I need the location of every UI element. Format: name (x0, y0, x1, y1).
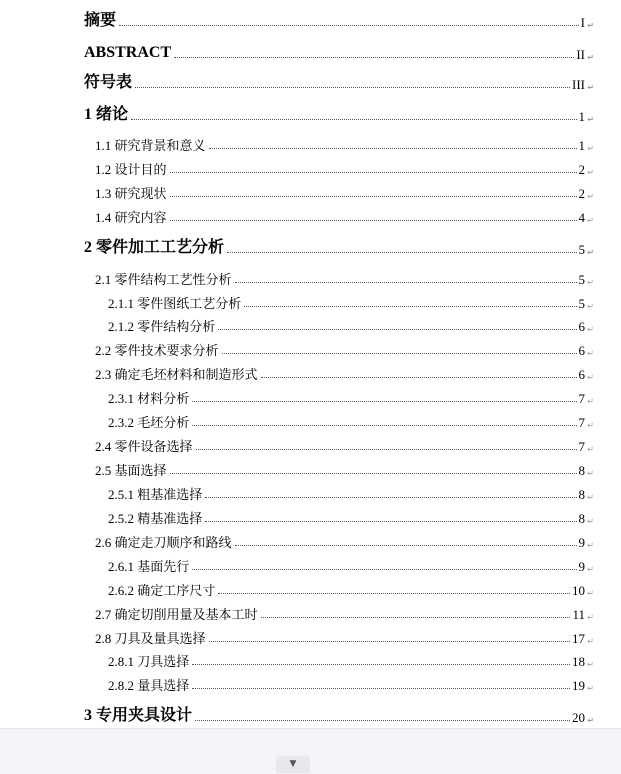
paragraph-mark-icon: ↵ (587, 589, 594, 598)
paragraph-mark-icon: ↵ (587, 278, 594, 287)
toc-page-number: 7 (578, 391, 585, 406)
toc-entry[interactable] (84, 239, 594, 257)
toc-page-number: 19 (572, 678, 585, 693)
paragraph-mark-icon: ↵ (587, 216, 594, 225)
paragraph-mark-icon: ↵ (587, 469, 594, 478)
toc-page-number: II (576, 47, 585, 62)
paragraph-mark-icon: ↵ (587, 325, 594, 334)
dot-leader (218, 329, 576, 330)
toc-page-number: I (580, 15, 585, 30)
dot-leader (192, 425, 576, 426)
dot-leader (170, 473, 577, 474)
paragraph-mark-icon: ↵ (587, 660, 594, 669)
toc-entry-title: 2.7 确定切削用量及基本工时 (95, 607, 258, 622)
toc-entry-title: ABSTRACT (84, 44, 172, 61)
toc-entry-title: 2.5 基面选择 (95, 463, 167, 478)
dot-leader (235, 282, 577, 283)
toc-entry-title: 1.2 设计目的 (95, 162, 167, 177)
paragraph-mark-icon: ↵ (587, 192, 594, 201)
toc-entry[interactable] (95, 138, 594, 153)
toc-entry-title: 2.3.2 毛坯分析 (108, 415, 190, 430)
dot-leader (205, 521, 576, 522)
dot-leader (192, 664, 570, 665)
toc-entry[interactable] (108, 678, 594, 693)
paragraph-mark-icon: ↵ (587, 349, 594, 358)
toc-page-number: 6 (578, 319, 585, 334)
toc-entry-title: 2.3 确定毛坯材料和制造形式 (95, 367, 258, 382)
toc-entry-title: 2.5.1 粗基准选择 (108, 487, 203, 502)
toc-entry[interactable] (95, 463, 594, 478)
toc-page-number: 5 (578, 272, 585, 287)
dot-leader (235, 545, 577, 546)
toc-entry[interactable] (95, 535, 594, 550)
toc-entry-title: 2.6.1 基面先行 (108, 559, 190, 574)
toc-page-number: 8 (578, 463, 585, 478)
dot-leader (131, 119, 576, 120)
toc-entry[interactable] (95, 367, 594, 382)
chevron-down-icon: ▼ (289, 759, 297, 769)
paragraph-mark-icon: ↵ (587, 493, 594, 502)
toc-entry[interactable] (84, 44, 594, 62)
toc-page-number: 8 (578, 511, 585, 526)
paragraph-mark-icon: ↵ (587, 421, 594, 430)
toc-entry-title: 2.3.1 材料分析 (108, 391, 190, 406)
dot-leader (209, 641, 570, 642)
toc-page-number: 20 (572, 710, 585, 725)
toc-entry-title: 3 专用夹具设计 (84, 707, 193, 724)
paragraph-mark-icon: ↵ (587, 115, 594, 124)
toc-entry-title: 2.6 确定走刀顺序和路线 (95, 535, 232, 550)
paragraph-mark-icon: ↵ (587, 248, 594, 257)
toc-entry[interactable] (108, 391, 594, 406)
toc-entry-title: 2.2 零件技术要求分析 (95, 343, 219, 358)
toc-page-number: 10 (572, 583, 585, 598)
paragraph-mark-icon: ↵ (587, 144, 594, 153)
toc-entry[interactable] (108, 296, 594, 311)
toc-entry[interactable] (108, 511, 594, 526)
paragraph-mark-icon: ↵ (587, 53, 594, 62)
toc-entry[interactable] (84, 12, 594, 30)
toc-entry-title: 1.3 研究现状 (95, 186, 167, 201)
toc-entry[interactable] (108, 583, 594, 598)
toc-page-number: 8 (578, 487, 585, 502)
toc-entry[interactable] (95, 210, 594, 225)
toc-entry-title: 2 零件加工工艺分析 (84, 239, 225, 256)
toc-entry-title: 2.1.1 零件图纸工艺分析 (108, 296, 242, 311)
toc-page-number: 6 (578, 367, 585, 382)
dot-leader (209, 148, 577, 149)
toc-page-number: 7 (578, 439, 585, 454)
dot-leader (195, 720, 570, 721)
toc-entry-title: 2.8 刀具及量具选择 (95, 631, 206, 646)
dot-leader (192, 569, 576, 570)
paragraph-mark-icon: ↵ (587, 373, 594, 382)
toc-page-number: 5 (578, 296, 585, 311)
scroll-down-button[interactable] (276, 756, 310, 773)
page-gap-area (0, 728, 621, 774)
dot-leader (261, 377, 577, 378)
toc-page-number: 7 (578, 415, 585, 430)
toc-entry[interactable] (108, 654, 594, 669)
paragraph-mark-icon: ↵ (587, 397, 594, 406)
paragraph-mark-icon: ↵ (587, 541, 594, 550)
paragraph-mark-icon: ↵ (587, 517, 594, 526)
toc-entry-title: 摘要 (84, 12, 117, 29)
toc-entry-title: 2.8.2 量具选择 (108, 678, 190, 693)
dot-leader (227, 252, 576, 253)
toc-page-number: 6 (578, 343, 585, 358)
dot-leader (170, 196, 577, 197)
paragraph-mark-icon: ↵ (587, 21, 594, 30)
dot-leader (222, 353, 577, 354)
toc-entry-title: 符号表 (84, 74, 133, 91)
toc-page-number: 9 (578, 535, 585, 550)
dot-leader (244, 306, 576, 307)
toc-entry[interactable] (95, 272, 594, 287)
toc-page-number: 2 (578, 186, 585, 201)
toc-entry-title: 2.8.1 刀具选择 (108, 654, 190, 669)
toc-page-number: 4 (578, 210, 585, 225)
toc-entry[interactable] (95, 439, 594, 454)
dot-leader (170, 172, 577, 173)
dot-leader (119, 25, 579, 26)
dot-leader (205, 497, 576, 498)
paragraph-mark-icon: ↵ (587, 637, 594, 646)
paragraph-mark-icon: ↵ (587, 613, 594, 622)
dot-leader (192, 688, 570, 689)
toc-page-number: 9 (578, 559, 585, 574)
toc-entry[interactable] (95, 343, 594, 358)
toc-entry-title: 2.1.2 零件结构分析 (108, 319, 216, 334)
toc-entry[interactable] (95, 631, 594, 646)
toc-entry-title: 1 绪论 (84, 106, 129, 123)
toc-entry[interactable] (108, 559, 594, 574)
toc-entry[interactable] (108, 487, 594, 502)
toc-page-number: 18 (572, 654, 585, 669)
toc-entry[interactable] (108, 319, 594, 334)
dot-leader (135, 87, 570, 88)
paragraph-mark-icon: ↵ (587, 83, 594, 92)
toc-page-number: III (572, 77, 585, 92)
paragraph-mark-icon: ↵ (587, 168, 594, 177)
toc-entry[interactable] (84, 106, 594, 124)
toc-entry[interactable] (95, 162, 594, 177)
toc-entry[interactable] (95, 186, 594, 201)
dot-leader (192, 401, 576, 402)
paragraph-mark-icon: ↵ (587, 445, 594, 454)
dot-leader (261, 617, 571, 618)
toc-entry-title: 1.4 研究内容 (95, 210, 167, 225)
toc-page-number: 5 (578, 242, 585, 257)
toc-page-number: 2 (578, 162, 585, 177)
toc-entry[interactable] (108, 415, 594, 430)
toc-entry[interactable] (95, 607, 594, 622)
toc-entry-title: 2.5.2 精基准选择 (108, 511, 203, 526)
paragraph-mark-icon: ↵ (587, 302, 594, 311)
dot-leader (170, 220, 577, 221)
dot-leader (174, 57, 574, 58)
toc-page-number: 1 (578, 138, 585, 153)
paragraph-mark-icon: ↵ (587, 716, 594, 725)
dot-leader (196, 449, 577, 450)
toc-page-number: 1 (578, 109, 585, 124)
dot-leader (218, 593, 570, 594)
paragraph-mark-icon: ↵ (587, 565, 594, 574)
toc-entry-title: 2.4 零件设备选择 (95, 439, 193, 454)
paragraph-mark-icon: ↵ (587, 684, 594, 693)
toc-entry[interactable] (84, 74, 594, 92)
toc-entry-title: 2.6.2 确定工序尺寸 (108, 583, 216, 598)
toc-entry[interactable] (84, 707, 594, 725)
toc-entry-title: 2.1 零件结构工艺性分析 (95, 272, 232, 287)
toc-page-number: 11 (572, 607, 585, 622)
toc-entry-title: 1.1 研究背景和意义 (95, 138, 206, 153)
toc-page-number: 17 (572, 631, 585, 646)
